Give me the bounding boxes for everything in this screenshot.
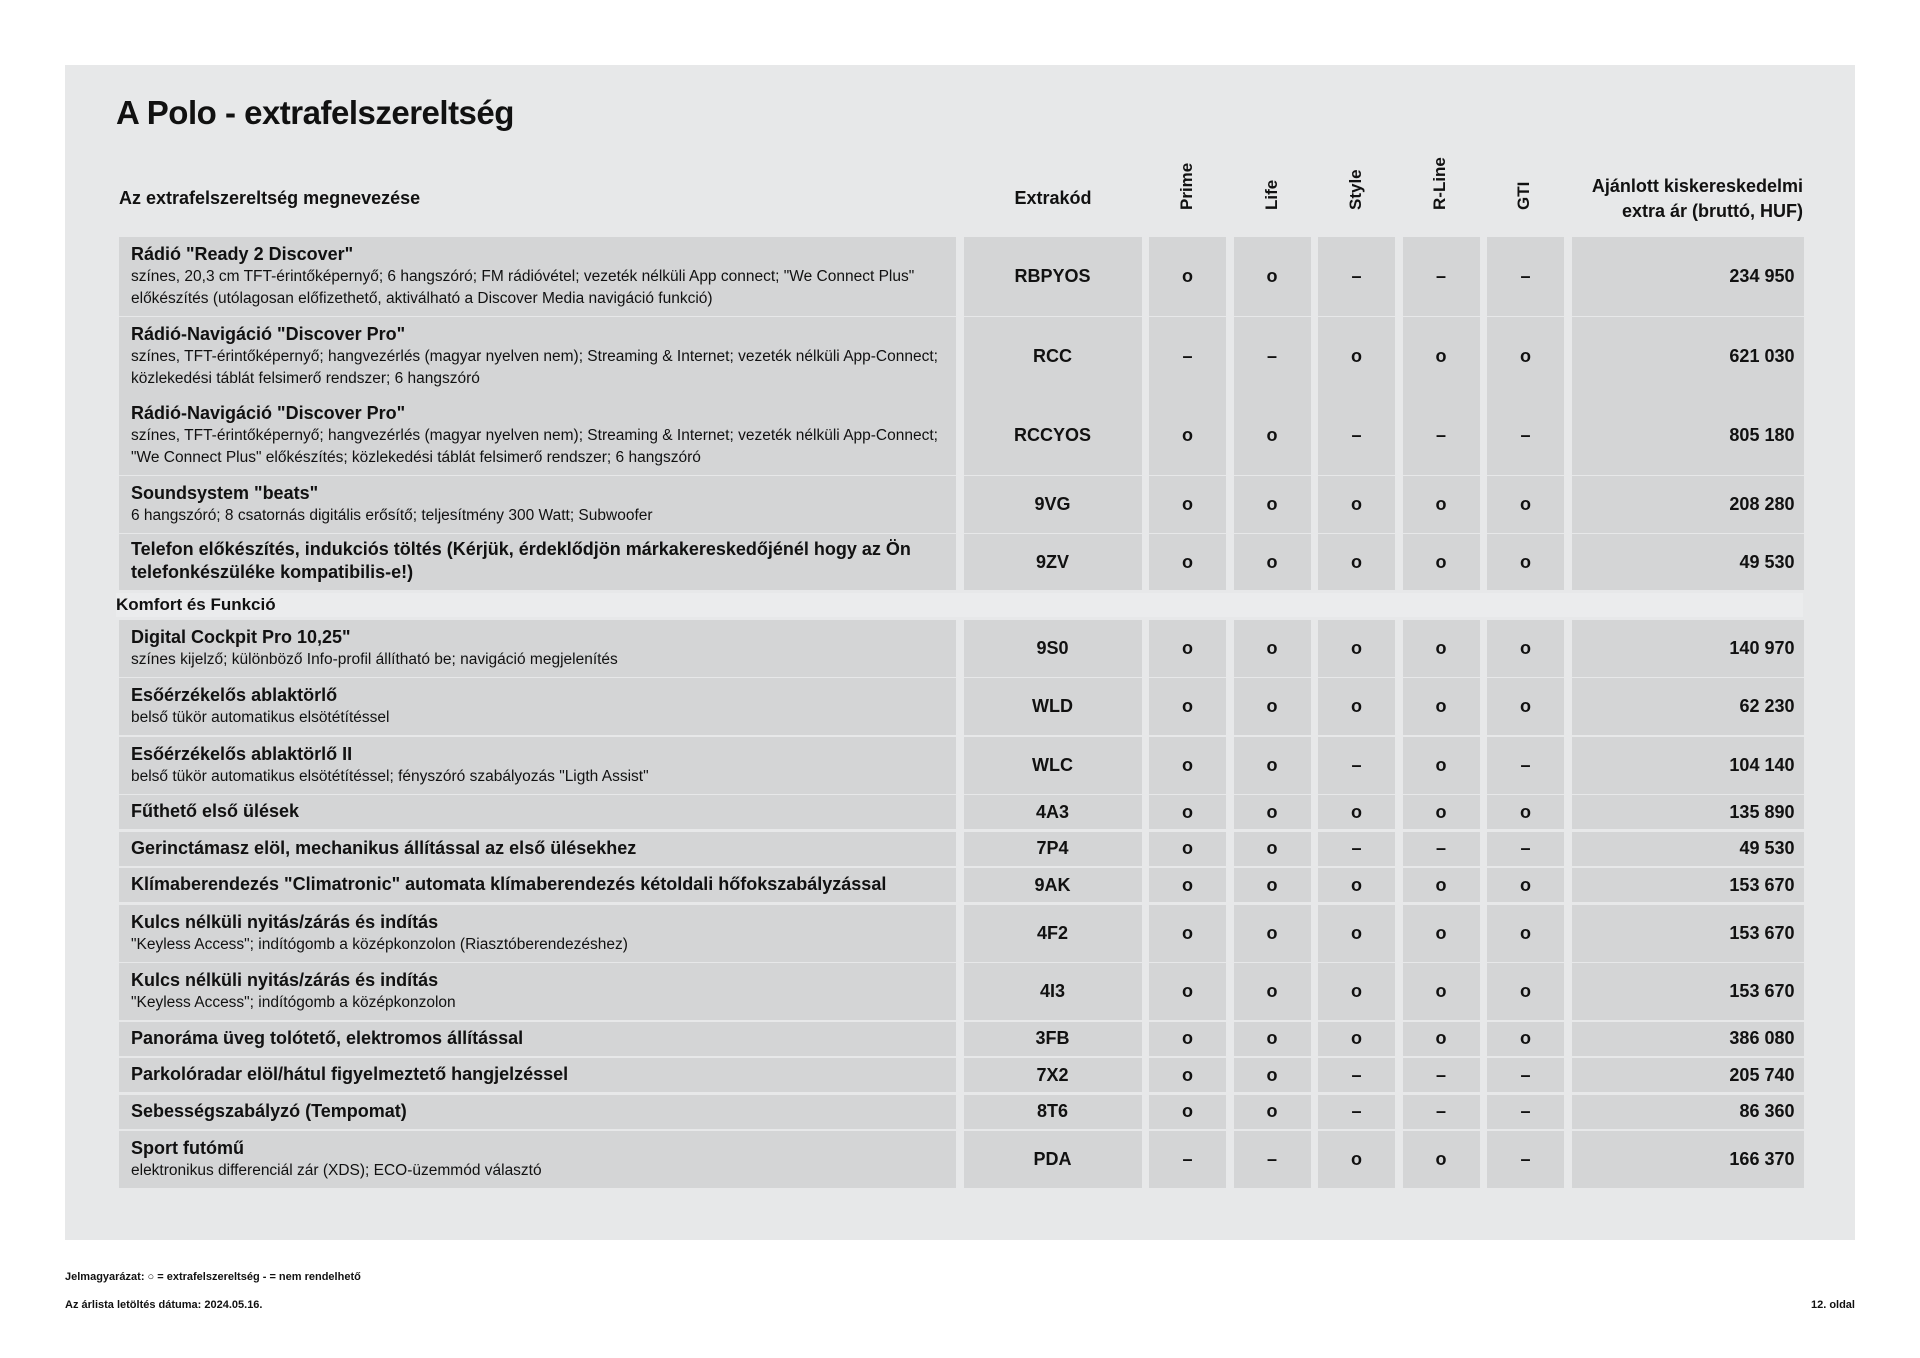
availability-style: o: [1318, 317, 1395, 396]
option-code: 9AK: [964, 868, 1142, 902]
option-price: 166 370: [1572, 1131, 1804, 1188]
availability-style: o: [1318, 795, 1395, 829]
availability-life: o: [1234, 1095, 1311, 1129]
availability-rline: o: [1403, 795, 1480, 829]
option-price: 153 670: [1572, 868, 1804, 902]
option-name-cell: [119, 396, 956, 475]
availability-life: o: [1234, 620, 1311, 677]
availability-rline: o: [1403, 476, 1480, 533]
table-row: [119, 795, 1803, 828]
availability-gti: –: [1487, 396, 1564, 475]
option-name: Kulcs nélküli nyitás/zárás és indítás: [131, 911, 439, 932]
option-price: 49 530: [1572, 534, 1804, 590]
availability-style: –: [1318, 737, 1395, 794]
availability-rline: –: [1403, 396, 1480, 475]
availability-gti: o: [1487, 905, 1564, 962]
option-description: "Keyless Access"; indítógomb a középkonzolon: [131, 994, 456, 1011]
option-name: Panoráma üveg tolótető, elektromos állítással: [131, 1027, 524, 1048]
availability-rline: o: [1403, 678, 1480, 735]
availability-rline: –: [1403, 237, 1480, 316]
availability-prime: o: [1149, 737, 1226, 794]
table-row: [119, 396, 1803, 472]
option-code: 4F2: [964, 905, 1142, 962]
availability-life: o: [1234, 868, 1311, 902]
option-name: Klímaberendezés "Climatronic" automata klímaberendezés kétoldali hőfokszabályzással: [131, 874, 887, 894]
availability-style: –: [1318, 1095, 1395, 1129]
availability-rline: o: [1403, 963, 1480, 1020]
option-name: Rádió "Ready 2 Discover": [131, 244, 354, 264]
column-header-code: Extrakód: [1014, 188, 1092, 208]
option-code: RCCYOS: [964, 396, 1142, 475]
option-name: Rádió-Navigáció "Discover Pro": [131, 323, 406, 344]
availability-prime: o: [1149, 534, 1226, 590]
table-row: [119, 237, 1803, 313]
option-price: 234 950: [1572, 237, 1804, 316]
option-code: 4I3: [964, 963, 1142, 1020]
section-heading: Komfort és Funkció: [116, 593, 1803, 617]
column-header-life-label: Life: [1262, 179, 1281, 210]
availability-prime: o: [1149, 1058, 1226, 1092]
option-name-cell: [119, 1095, 956, 1129]
availability-style: o: [1318, 905, 1395, 962]
option-description: elektronikus differenciál zár (XDS); ECO-üzemmód választó: [131, 1162, 542, 1179]
availability-rline: o: [1403, 905, 1480, 962]
availability-life: o: [1234, 905, 1311, 962]
availability-style: o: [1318, 678, 1395, 735]
column-header-prime: [1149, 150, 1225, 230]
table-row: [119, 1095, 1803, 1128]
availability-style: –: [1318, 832, 1395, 866]
option-name: Parkolóradar elöl/hátul figyelmeztető hangjelzéssel: [131, 1064, 569, 1084]
option-name-cell: [119, 620, 956, 677]
availability-rline: –: [1403, 1095, 1480, 1129]
option-name-cell: [119, 534, 956, 590]
equipment-table: [116, 237, 1803, 1190]
table-row: [119, 476, 1803, 531]
availability-gti: –: [1487, 832, 1564, 866]
option-code: RCC: [964, 317, 1142, 396]
option-description: színes, 20,3 cm TFT-érintőképernyő; 6 hangszóró; FM rádióvétel; vezeték nélküli App connect; "We Connect Plus" előkészítés (utólagosan előfizethető, aktiválható a Discover Media navigáció funkció): [131, 268, 915, 307]
option-description: színes, TFT-érintőképernyő; hangvezérlés (magyar nyelven nem); Streaming & Internet; vezeték nélküli App-Connect; "We Connect Plus" előkészítés; közlekedési táblát felsimerő rendszer; 6 hangszóró: [131, 427, 938, 466]
availability-life: o: [1234, 678, 1311, 735]
option-name: Fűthető első ülések: [131, 801, 300, 821]
availability-gti: –: [1487, 1058, 1564, 1092]
availability-style: o: [1318, 476, 1395, 533]
column-header-gti-label: GTI: [1514, 181, 1533, 210]
availability-gti: –: [1487, 1095, 1564, 1129]
option-price: 205 740: [1572, 1058, 1804, 1092]
option-code: 9ZV: [964, 534, 1142, 590]
option-price: 153 670: [1572, 963, 1804, 1020]
option-description: színes, TFT-érintőképernyő; hangvezérlés (magyar nyelven nem); Streaming & Internet; vezeték nélküli App-Connect; közlekedési táblát felsimerő rendszer; 6 hangszóró: [131, 347, 938, 387]
option-name-cell: [119, 237, 956, 316]
option-price: 386 080: [1572, 1022, 1804, 1056]
column-header-rline: [1402, 150, 1478, 230]
availability-prime: –: [1149, 1131, 1226, 1188]
availability-gti: –: [1487, 737, 1564, 794]
availability-rline: o: [1403, 868, 1480, 902]
table-row: [119, 868, 1803, 901]
table-row: [119, 1022, 1803, 1055]
table-row: [119, 317, 1803, 393]
availability-style: o: [1318, 620, 1395, 677]
option-price: 140 970: [1572, 620, 1804, 677]
option-code: 9VG: [964, 476, 1142, 533]
option-price: 805 180: [1572, 396, 1804, 475]
option-name-cell: [119, 1022, 956, 1056]
option-name: Kulcs nélküli nyitás/zárás és indítás: [131, 970, 439, 990]
table-row: [119, 620, 1803, 675]
availability-style: o: [1318, 963, 1395, 1020]
availability-prime: o: [1149, 1095, 1226, 1129]
option-name: Gerinctámasz elöl, mechanikus állítással az első ülésekhez: [131, 837, 637, 858]
availability-prime: o: [1149, 678, 1226, 735]
option-description: 6 hangszóró; 8 csatornás digitális erősítő; teljesítmény 300 Watt; Subwoofer: [131, 506, 653, 524]
option-name: Soundsystem "beats": [131, 482, 319, 503]
availability-rline: o: [1403, 534, 1480, 590]
availability-gti: o: [1487, 476, 1564, 533]
option-price: 208 280: [1572, 476, 1804, 533]
availability-prime: –: [1149, 317, 1226, 396]
availability-prime: o: [1149, 795, 1226, 829]
option-name: Esőérzékelős ablaktörlő II: [131, 743, 353, 764]
availability-style: o: [1318, 868, 1395, 902]
option-name-cell: [119, 317, 956, 396]
availability-gti: o: [1487, 963, 1564, 1020]
option-price: 153 670: [1572, 905, 1804, 962]
option-name: Telefon előkészítés, indukciós töltés (Kérjük, érdeklődjön márkakereskedőjénél hogy az Ön telefonkészüléke kompatibilis-e!): [131, 539, 911, 582]
option-name-cell: [119, 795, 956, 829]
option-name: Esőérzékelős ablaktörlő: [131, 685, 338, 705]
availability-life: o: [1234, 795, 1311, 829]
column-header-style-label: Style: [1346, 169, 1365, 210]
availability-gti: o: [1487, 620, 1564, 677]
availability-rline: –: [1403, 1058, 1480, 1092]
table-row: [119, 737, 1803, 792]
option-name-cell: [119, 963, 956, 1020]
availability-life: o: [1234, 476, 1311, 533]
option-code: WLC: [964, 737, 1142, 794]
availability-gti: o: [1487, 795, 1564, 829]
option-name-cell: [119, 678, 956, 735]
option-name-cell: [119, 1131, 956, 1188]
option-price: 135 890: [1572, 795, 1804, 829]
availability-life: o: [1234, 396, 1311, 475]
download-date: Az árlista letöltés dátuma: 2024.05.16.: [65, 1299, 263, 1311]
option-code: 7X2: [964, 1058, 1142, 1092]
column-header-gti: [1486, 150, 1562, 230]
option-price: 86 360: [1572, 1095, 1804, 1129]
column-header-name: Az extrafelszereltség megnevezése: [119, 188, 421, 208]
column-header-life: [1234, 150, 1310, 230]
availability-gti: –: [1487, 237, 1564, 316]
availability-life: o: [1234, 737, 1311, 794]
option-code: 9S0: [964, 620, 1142, 677]
availability-rline: –: [1403, 832, 1480, 866]
availability-life: o: [1234, 832, 1311, 866]
column-header-style: [1318, 150, 1394, 230]
option-code: 8T6: [964, 1095, 1142, 1129]
availability-prime: o: [1149, 620, 1226, 677]
availability-prime: o: [1149, 1022, 1226, 1056]
option-description: belső tükör automatikus elsötétítéssel; fényszóró szabályozás "Ligth Assist": [131, 767, 649, 785]
option-name-cell: [119, 832, 956, 866]
availability-prime: o: [1149, 905, 1226, 962]
availability-rline: o: [1403, 317, 1480, 396]
availability-style: –: [1318, 1058, 1395, 1092]
availability-gti: –: [1487, 1131, 1564, 1188]
option-code: 4A3: [964, 795, 1142, 829]
column-header-prime-label: Prime: [1177, 162, 1196, 210]
availability-prime: o: [1149, 237, 1226, 316]
option-name-cell: [119, 905, 956, 962]
table-row: [119, 905, 1803, 960]
availability-style: o: [1318, 1131, 1395, 1188]
availability-prime: o: [1149, 832, 1226, 866]
legend: Jelmagyarázat: ○ = extrafelszereltség - = nem rendelhető: [65, 1271, 361, 1283]
option-name-cell: [119, 868, 956, 902]
option-code: 7P4: [964, 832, 1142, 866]
option-name: Sebességszabályzó (Tempomat): [131, 1100, 407, 1121]
availability-life: o: [1234, 1058, 1311, 1092]
availability-style: –: [1318, 396, 1395, 475]
option-description: "Keyless Access"; indítógomb a középkonzolon (Riasztóberendezéshez): [131, 935, 628, 953]
table-row: [119, 963, 1803, 1018]
option-name-cell: [119, 476, 956, 533]
column-header-price: Ajánlott kiskereskedelmi extra ár (bruttó, HUF): [1591, 176, 1803, 221]
availability-prime: o: [1149, 963, 1226, 1020]
availability-prime: o: [1149, 868, 1226, 902]
option-code: WLD: [964, 678, 1142, 735]
table-row: [119, 1131, 1803, 1186]
availability-rline: o: [1403, 1131, 1480, 1188]
option-name: Digital Cockpit Pro 10,25": [131, 626, 351, 647]
availability-life: o: [1234, 534, 1311, 590]
option-price: 104 140: [1572, 737, 1804, 794]
page-number: 12. oldal: [1810, 1299, 1855, 1311]
availability-life: –: [1234, 1131, 1311, 1188]
table-row: [119, 832, 1803, 865]
availability-life: –: [1234, 317, 1311, 396]
availability-rline: o: [1403, 620, 1480, 677]
availability-gti: o: [1487, 678, 1564, 735]
table-row: [119, 1058, 1803, 1091]
availability-life: o: [1234, 963, 1311, 1020]
option-name: Sport futómű: [131, 1138, 244, 1158]
availability-style: o: [1318, 1022, 1395, 1056]
availability-life: o: [1234, 237, 1311, 316]
availability-style: o: [1318, 534, 1395, 590]
option-name-cell: [119, 737, 956, 794]
option-name-cell: [119, 1058, 956, 1092]
option-description: színes kijelző; különböző Info-profil állítható be; navigáció megjelenítés: [131, 650, 618, 668]
availability-gti: o: [1487, 868, 1564, 902]
availability-rline: o: [1403, 737, 1480, 794]
table-row: [119, 534, 1803, 589]
option-price: 62 230: [1572, 678, 1804, 735]
availability-prime: o: [1149, 396, 1226, 475]
option-name: Rádió-Navigáció "Discover Pro": [131, 403, 406, 423]
page-title: A Polo - extrafelszereltség: [116, 94, 514, 131]
option-code: RBPYOS: [964, 237, 1142, 316]
option-code: PDA: [964, 1131, 1142, 1188]
availability-life: o: [1234, 1022, 1311, 1056]
availability-gti: o: [1487, 1022, 1564, 1056]
availability-style: –: [1318, 237, 1395, 316]
option-code: 3FB: [964, 1022, 1142, 1056]
availability-gti: o: [1487, 534, 1564, 590]
availability-gti: o: [1487, 317, 1564, 396]
table-row: [119, 678, 1803, 733]
option-price: 49 530: [1572, 832, 1804, 866]
availability-prime: o: [1149, 476, 1226, 533]
availability-rline: o: [1403, 1022, 1480, 1056]
option-price: 621 030: [1572, 317, 1804, 396]
option-description: belső tükör automatikus elsötétítéssel: [131, 709, 390, 726]
column-header-rline-label: R-Line: [1430, 157, 1449, 210]
